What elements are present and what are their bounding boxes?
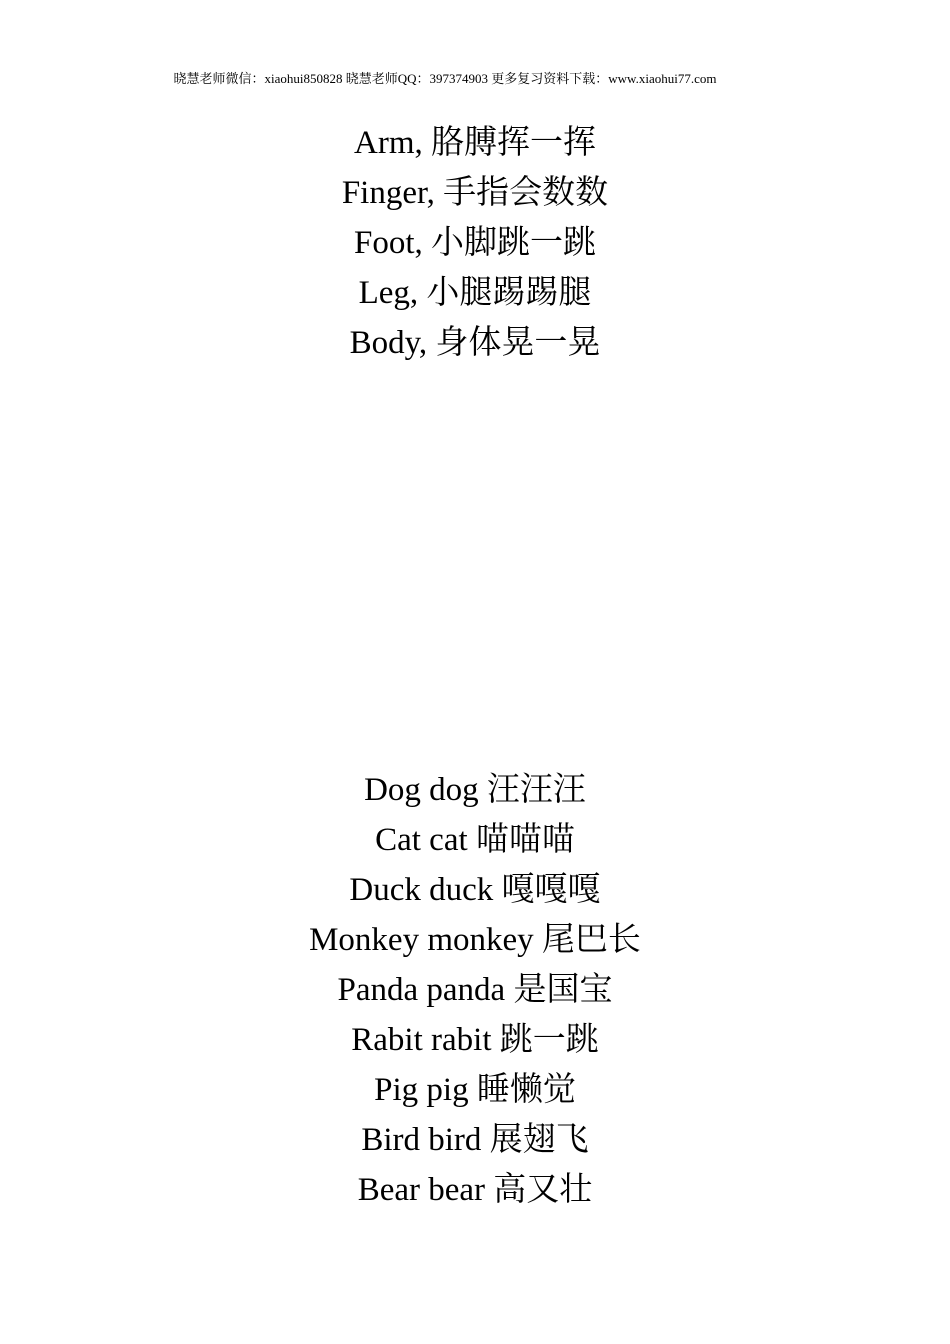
chant-line-cat: Cat cat 喵喵喵 — [375, 822, 575, 858]
chant-line-foot: Foot, 小脚跳一跳 — [353, 225, 597, 261]
chant-line-panda: Panda panda 是国宝 — [337, 972, 613, 1008]
chant-line-leg: Leg, 小腿踢踢腿 — [358, 275, 592, 311]
chant-line-dog: Dog dog 汪汪汪 — [364, 772, 586, 808]
chant-line-arm: Arm, 胳膊挥一挥 — [354, 125, 596, 161]
chant-line-bear: Bear bear 高又壮 — [357, 1172, 593, 1208]
chant-line-monkey: Monkey monkey 尾巴长 — [309, 922, 641, 958]
animals-chant — [0, 765, 950, 1215]
chant-line-body: Body, 身体晃一晃 — [349, 325, 601, 361]
body-parts-chant — [0, 118, 950, 368]
chant-line-pig: Pig pig 睡懒觉 — [374, 1072, 576, 1108]
page-header: 晓慧老师微信：xiaohui850828 晓慧老师QQ：397374903 更多复习资料下载：www.xiaohui77.com — [173, 71, 717, 86]
chant-line-finger: Finger, 手指会数数 — [341, 175, 609, 211]
chant-line-bird: Bird bird 展翅飞 — [361, 1122, 589, 1158]
chant-line-duck: Duck duck 嘎嘎嘎 — [349, 872, 601, 908]
chant-line-rabbit: Rabit rabit 跳一跳 — [351, 1022, 599, 1058]
